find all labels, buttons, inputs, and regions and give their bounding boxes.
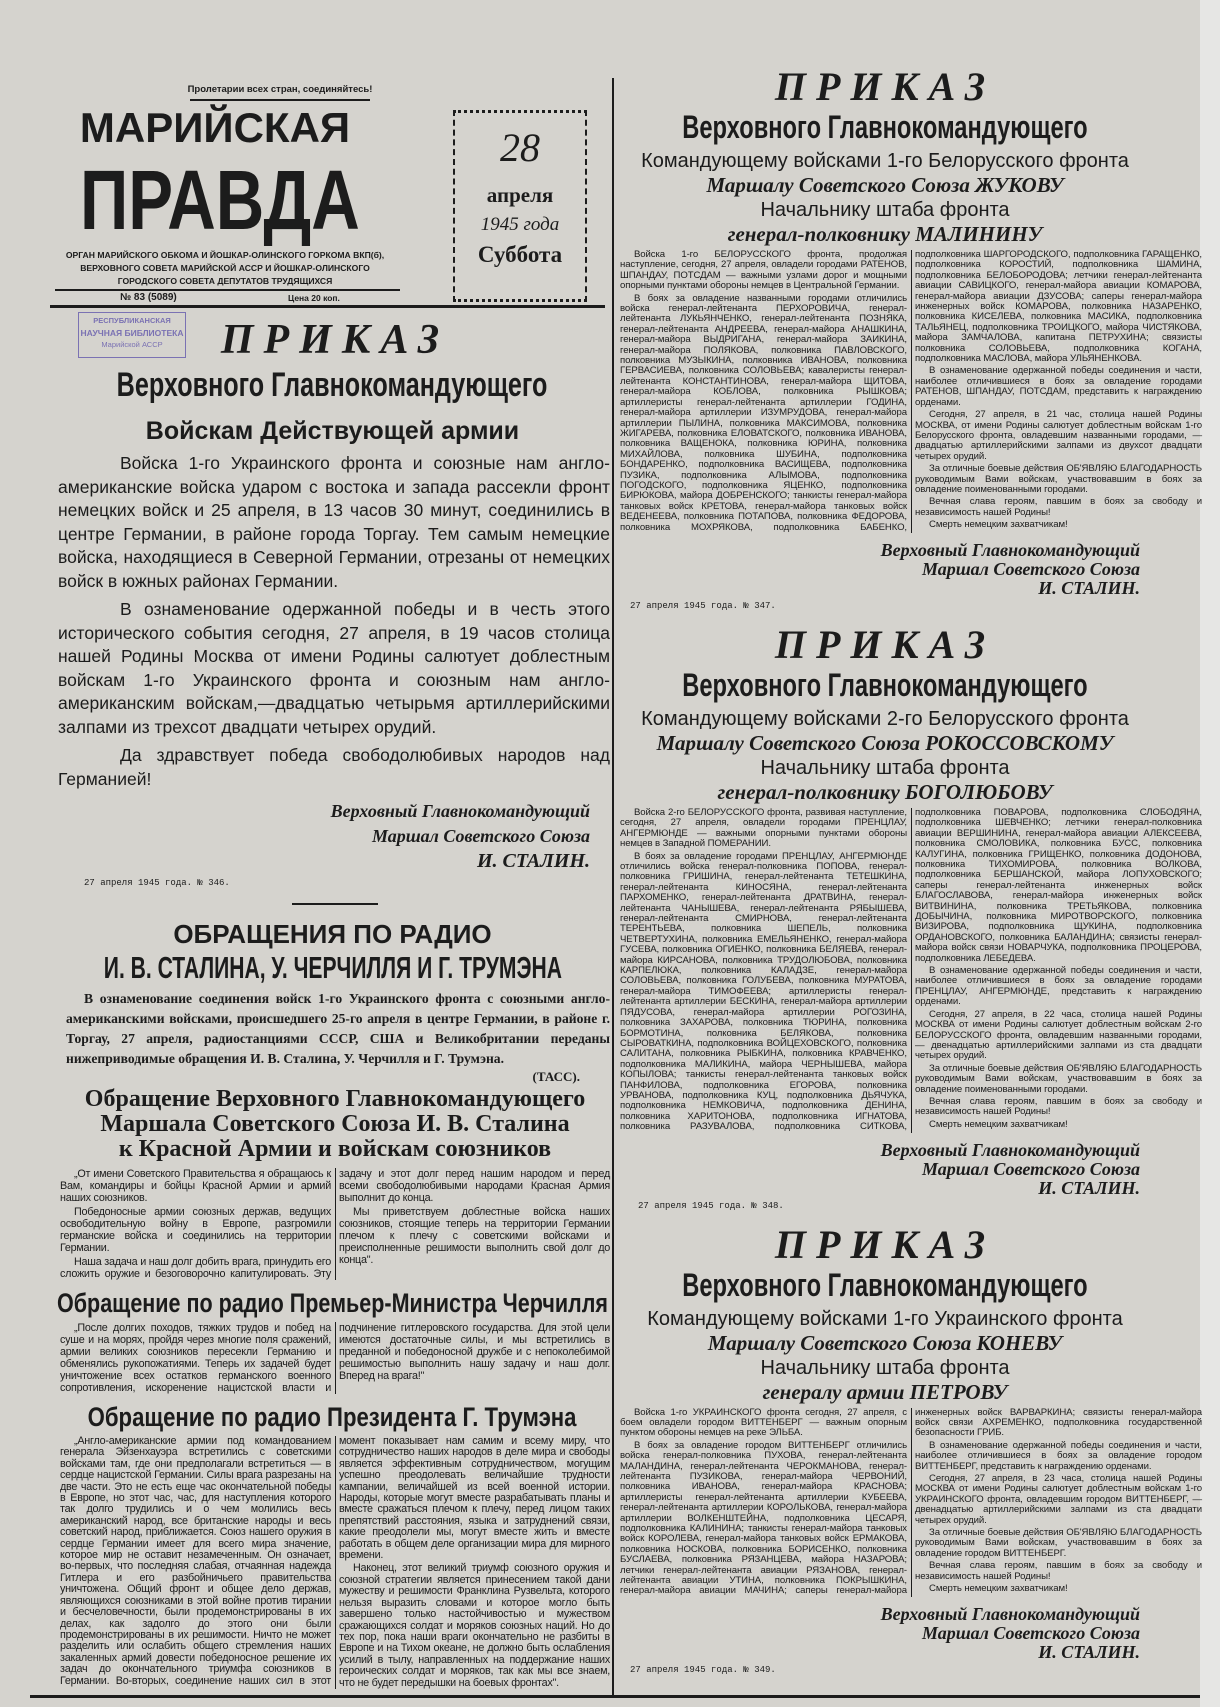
order-to-line: Командующему войсками 2-го Белорусского фронта <box>641 707 1129 730</box>
paragraph: В ознаменование одержанной победы соединения и части, наиболее отличившиеся в боях за овладение городом ВИТТЕНБЕРГ, представить к награждению орденами. <box>915 1439 1202 1472</box>
order-to-line: Командующему войсками 1-го Украинского фронта <box>647 1307 1123 1330</box>
date-month: апреля <box>486 183 554 207</box>
order-date: 27 апреля 1945 года. № 347. <box>630 600 776 611</box>
paragraph: Смерть немецким захватчикам! <box>929 1118 1068 1130</box>
order-chief-line: Начальнику штаба фронта <box>760 756 1010 779</box>
order-to-name: Маршалу Советского Союза РОКОССОВСКОМУ <box>656 730 1114 755</box>
signature-line: И. СТАЛИН. <box>1038 1177 1140 1198</box>
paragraph: Мы приветствуем доблестные войска наших союзников, стоящие теперь на территории Германии плечом к плечу с советскими войсками и преисполненные решимости выполнить свой долг до конца". <box>339 1206 610 1266</box>
paragraph: Сегодня, 27 апреля, в 21 час, столица нашей Родины МОСКВА, от имени Родины салютует доблестным войскам 1-го Белорусского фронта, овладевшим названными городами, — двадцатью артиллерийскими залпами из двухсот двадцати четырех орудий. <box>915 409 1202 462</box>
order-chief-name: генералу армии ПЕТРОВУ <box>762 1379 1008 1404</box>
paragraph: „От имени Советского Правительства я обращаюсь к Вам, командиры и бойцы Красной Армии и армий наших союзников. <box>60 1168 331 1204</box>
order-heading: ПРИКАЗ <box>774 1221 996 1267</box>
order-heading: ПРИКАЗ <box>774 621 996 667</box>
paragraph: Сегодня, 27 апреля, в 22 часа, столица нашей Родины МОСКВА от имени Родины салютует доблестным войскам 2-го БЕЛОРУССКОГО фронта, овладевшим названными городами, — двенадцатью артиллерийскими залпами из ста двадцати четырех орудий. <box>915 1008 1202 1062</box>
signature-line: И. СТАЛИН. <box>1038 1641 1140 1662</box>
right-column <box>620 66 1202 1688</box>
subheading-text: Верховного Главнокомандующего <box>117 366 548 404</box>
paragraph: В боях за овладение названными городами отличились войска генерал-лейтенанта ПЕРХОРОВИЧА, генерал-лейтенанта ЛУКЬЯНЧЕНКО, генерал-лейтенанта ПОЗНЯКА, генерал-лейтенанта АНДРЕЕВА, генерал-майора АНАШКИНА, генерал-майора ВЫДРИГАНА, генерал-майора ЗАИКИНА, генерал-майора ПОЛЯКОВА, полковника ПАВЛОВСКОГО, полковника МУЗЫКИНА, полковника ИВАНОВА, полковника ГЕРВАСИЕВА, полковника СОЛОВЬЕВА; кавалеристы генерал-лейтенанта КОНСТАНТИНОВА, генерал-майора ЩИТОВА, генерал-майора КОБЛОВА, полковника РЫШКОВА; артиллеристы генерал-лейтенанта артиллерии ГОДИНА, генерал-майора артиллерии ИЗУМРУДОВА, генерал-майора артиллерии ПЫЛИНА, полковника МАКСИМОВА, полковника ЖИГАРЕВА, полковника ЕЛОВАТСКОГО, полковника ИВАНОВА, полковника ВАЩЕНОКА, полковника ЮРИНА, полковника МИХАЙЛОВА, полковника ШУБИНА, подполковника БОНДАРЕНКО, подполковника ВАСИЩЕВА, подполковника ПУЗИКА, подполковника АЛЫМОВА, подполковника ПОГОДСКОГО, подполковника ЯЦЕНКО, подполковника БИРЮКОВА, майора ДОБРЕНСКОГО; танкисты генерал-майора танковых войск КРЕТОВА, генерал-майора танковых войск ВЕДЕНЕЕВА, полковника ПОТАПОВА, полковника ФЕДОРОВА, полковника МОХРЯКОВА, подполковника БАБЕНКО, подполковника ШАРГОРОДСКОГО, подполковника ГАРАЩЕНКО, подполковника КОРОСТИЙ, подполковника ШАМИНА, подполковника БЕЛОБОРОДОВА; летчики генерал-лейтенанта авиации САВИЦКОГО, генерал-майора авиации КОМАРОВА, генерал-майора авиации ДЗУСОВА; саперы генерал-майора инженерных войск КОМАРОВА, полковника НАЗАРЕНКО, полковника КИСЕЛЕВА, полковника МАСИКА, подполковника ТАЛЬЯНЕЦ, подполковника ТРОИЦКОГО, майора ЧИСТЯКОВА, майора ЗАМЧАЛОВА, капитана ПЕТРУХИНА; связисты полковника СОЛОВЬЕВА, подполковника КОГАНА, подполковника МАСЛОВА, майора УЛЬЯНЕНКОВА. <box>620 249 1202 533</box>
order-chief-name: генерал-полковнику БОГОЛЮБОВУ <box>717 779 1053 804</box>
truman-title <box>55 1402 610 1432</box>
paragraph: Вечная слава героям, павшим в боях за свободу и независимость нашей Родины! <box>915 1095 1202 1118</box>
title-line: к Красной Армии и войскам союзников <box>118 1136 552 1162</box>
organ-line: ОРГАН МАРИЙСКОГО ОБКОМА И ЙОШКАР-ОЛИНСКОГО ГОРКОМА ВКП(б), <box>65 250 385 260</box>
paragraph: Победоносные армии союзных держав, ведущих освободительную войну в Европе, разгромили германские войска и соединились на территории Германии. <box>60 1206 331 1254</box>
paragraph: В боях за овладение городами ПРЕНЦЛАУ, АНГЕРМЮНДЕ отличились войска генерал-полковника ПОПОВА, генерал-полковника ГРИШИНА, генерал-лейтенанта ТЕТЕШКИНА, генерал-лейтенанта КИНОСЯНА, генерал-лейтенанта ПАРХОМЕНКО, генерал-лейтенанта ДРАТВИНА, генерал-лейтенанта ЧАНЫШЕВА, генерал-лейтенанта РЯБЫШЕВА, генерал-лейтенанта СМИРНОВА, генерал-лейтенанта ТЕРЕНТЬЕВА, полковника ШЕПЕЛЬ, полковника ЧЕТВЕРТУХИНА, полковника ЕМЕЛЬЯНЕНКО, генерал-майора ГУСЕВА, полковника ОГИЕНКО, полковника БЕЛЯЕВА, генерал-майора КИРСАНОВА, полковника ТРУДОЛЮБОВА, полковника КАРПЕЛЮКА, полковника КАЛАДЗЕ, генерал-майора СОЛОВЬЕВА, полковника ГОЛУБЕВА, полковника МУРАТОВА, генерал-майора ТИМОФЕЕВА; артиллеристы генерал-лейтенанта артиллерии БЕСКИНА, генерал-майора артиллерии ПЯДУСОВА, генерал-майора артиллерии РОГОЗИНА, полковника ЗАХАРОВА, полковника ТЮРИНА, полковника БОРМОТИНА, полковника БЕЛЯКОВА, полковника СЫРОВАТКИНА, подполковника ВОЙЦЕХОВСКОГО, полковника САЛИТАНА, полковника РЫБКИНА, полковника КРАВЧЕНКО, подполковника МАЛИКИНА, майора ЧЕРНЫШЕВА, майора КОПЫЛОВА; танкисты генерал-лейтенанта танковых войск ПАНФИЛОВА, подполковника ЕГОРОВА, полковника УРВАНОВА, подполковника КУЦ, подполковника ДЬЯЧУКА, подполковника НЕМКОВИЧА, подполковника ДЕНИНА, полковника ХАРИТОНОВА, подполковника ИГНАТОВА, полковника РАЗУВАЛОВА, подполковника СИТКОВА, подполковника ПОВАРОВА, подполковника СЛОБОДЯНА, подполковника ШЕВЧЕНКО; летчики генерал-полковника авиации ВЕРШИНИНА, генерал-майора авиации АЛЕКСЕЕВА, полковника СМОЛОВИКА, полковника БУСС, полковника КАЛУГИНА, полковника ГРИЩЕНКО, полковника ДОДОНОВА, полковника ТИХОМИРОВА, полковника ВОЛКОВА, подполковника БЕРШАНСКОЙ, майора ЛОПУХОВСКОГО; саперы генерал-лейтенанта инженерных войск БЛАГОСЛАВОВА, генерал-майора инженерных войск ВИТВИНИНА, полковника ТРЕТЬЯКОВА, полковника ДОБЫЧИНА, полковника МИРОТВОРСКОГО, полковника ВИЗИРОВА, подполковника ЩУКИНА, подполковника ОРДАНОВСКОГО, полковника БАЛАНДИНА; связисты генерал-майора войск связи НОВАРЧУКА, подполковника ПРОЦЕРОВА, подполковника ЛЕБЕДЕВА. <box>620 806 1202 1133</box>
price: Цена 20 коп. <box>288 293 340 303</box>
masthead-title-line1 <box>60 104 370 152</box>
signature-line: Верховный Главнокомандующий <box>880 539 1140 560</box>
order-block <box>620 621 1202 1212</box>
radio-title-line2 <box>55 951 610 985</box>
order-to-line: Командующему войсками 1-го Белорусского фронта <box>641 150 1129 172</box>
subheading-text: Верховного Главнокомандующего <box>682 1266 1088 1303</box>
paragraph: За отличные боевые действия ОБ'ЯВЛЯЮ БЛАГОДАРНОСТЬ руководимым Вами войскам, участвовавшим в боях за овладение поименованными городами. <box>915 1062 1202 1095</box>
left-column <box>55 318 610 1689</box>
main-order-date: 27 апреля 1945 года. № 346. <box>84 878 230 888</box>
title-line: Обращение Верховного Главнокомандующего <box>84 1086 586 1112</box>
date-day: 28 <box>500 125 540 170</box>
masthead-rule <box>55 289 400 291</box>
main-order-signature <box>55 799 610 874</box>
section-rule <box>292 903 378 905</box>
paragraph: „Англо-американские армии под командованием генерала Эйзенхауэра встретились с советскими войсками там, где они предполагали встретиться — в сердце нацистской Германии. Силы врага разрезаны на две части. Это не есть еще час окончательной победы в Европе, но этот час, час, для наступления которого так долго трудились и о чем молились весь американский народ, все британские народы и весь советский народ, приближается. Союз нашего оружия в сердце Германии имеет для всего мира значение, которое мир не оставит незамеченным. Он означает, во-первых, что последняя слабая, отчаянная надежда Гитлера и его разбойничьего правительства уничтожена. Общий фронт и общее дело держав, являющихся союзниками в этой войне против тирании и бесчеловечности, были продемонстрированы в их делах, как задолго до этого они были продемонстрированы в их решимости. Ничто не может разделить или ослабить общего стремления наших закаленных армий довести победоносное решение их задач до окончательного триумфа союзников в Германии. Во-вторых, соединение наших сил в этот момент показывает нам самим и всему миру, что сотрудничество наших народов в деле мира и свободы является эффективным сотрудничеством, могущим успешно преодолевать величайшие трудности кампании, величайшей из всей военной истории. Народы, которые могут вместе разрабатывать планы и вместе сражаться плечом к плечу, перед лицом таких препятствий расстояния, языка и затруднений связи, какие преодолели мы, могут вместе жить и вместе работать в общем деле организации мира для мирного времени. <box>60 1435 610 1687</box>
issue-number: № 83 (5089) <box>120 292 177 303</box>
order-body <box>620 1408 1202 1597</box>
radio-title-text: И. В. СТАЛИНА, У. ЧЕРЧИЛЛЯ И Г. ТРУМЭНА <box>103 950 562 985</box>
signature-line: Верховный Главнокомандующий <box>880 1603 1140 1624</box>
order-signature <box>620 1141 1202 1198</box>
column-divider <box>612 78 614 1695</box>
paragraph: Войска 1-го Украинского фронта и союзные нам англо-американские войска ударом с востока и запада рассекли фронт немецких войск и 25 апреля, в 13 часов 30 минут, соединились в центре Германии, в районе города Торгау. Тем самым немецкие войска, находящиеся в Северной Германии, отрезаны от немецких войск в южных районах Германии. <box>58 453 610 591</box>
order-subheading <box>620 668 1150 702</box>
paragraph: Вечная слава героям, павшим в боях за свободу и независимость нашей Родины! <box>915 496 1202 518</box>
signature-line: И. СТАЛИН. <box>1038 577 1140 598</box>
paragraph: В боях за овладение городом ВИТТЕНБЕРГ отличились войска генерал-полковника ПУХОВА, генерал-лейтенанта МАЛАНДИНА, генерал-лейтенанта ЧЕРОКМАНОВА, генерал-лейтенанта ПУЗИКОВА, генерал-майора ЧЕРВОНИЙ, полковника ИВАНОВА, генерал-майора КРАСНОВА; артиллеристы генерал-лейтенанта артиллерии КУБЕЕВА, генерал-лейтенанта артиллерии КОРОЛЬКОВА, генерал-майора артиллерии ВОЛКЕНШТЕЙНА, подполковника ЦЕСАРЯ, подполковника КАЛИНИНА; танкисты генерал-майора танковых войск КОРОЛЕВА, генерал-майора танковых войск ЕРМАКОВА, полковника НОСКОВА, полковника БОРИСЕНКО, полковника БУСЛАЕВА, полковника РЯЗАНЦЕВА, майора НАЗАРОВА; летчики генерал-лейтенанта авиации РЯЗАНОВА, генерал-лейтенанта авиации УТИНА, полковника ПОКРЫШКИНА, генерал-майора авиации МАЧИНА; саперы генерал-майора инженерных войск ВАРВАРКИНА; связисты генерал-майора войск связи АХРЕМЕНКО, подполковника государственной безопасности ГРИБ. <box>620 1406 1202 1597</box>
organ-lines <box>45 249 405 288</box>
paragraph: Войска 2-го БЕЛОРУССКОГО фронта, развивая наступление, сегодня, 27 апреля, овладели городами ПРЕНЦЛАУ, АНГЕРМЮНДЕ — важными опорными пунктами обороны немцев в Западной ПОМЕРАНИИ. <box>620 806 907 850</box>
order-signature <box>620 541 1202 598</box>
subheading-text: Верховного Главнокомандующего <box>682 666 1088 703</box>
order-signature <box>620 1605 1202 1662</box>
order-to-name: Маршалу Советского Союза ЖУКОВУ <box>706 173 1064 197</box>
paragraph: Смерть немецким захватчикам! <box>929 519 1068 531</box>
main-order-subheading <box>55 366 610 404</box>
title-marijskaya: МАРИЙСКАЯ <box>79 104 351 151</box>
order-block <box>620 66 1202 612</box>
order-heading: ПРИКАЗ <box>774 64 996 109</box>
stalin-appeal-text <box>60 1168 610 1280</box>
stamp-line: Марийской АССР <box>101 340 163 349</box>
bottom-rule <box>30 1695 1200 1698</box>
organ-line: ВЕРХОВНОГО СОВЕТА МАРИЙСКОЙ АССР И ЙОШКАР-ОЛИНСКОГО <box>80 263 370 273</box>
main-order-heading-wrap <box>55 318 480 362</box>
paragraph: „После долгих походов, тяжких трудов и побед на суше и на морях, пройдя через многие поля сражений, армии великих союзников пересекли Германию и обменялись рукопожатиями. Теперь их задачей будет уничтожение всех остатков германского военного сопротивления, искоренение нацистской власти и подчинение гитлеровского государства. Для этой цели имеются достаточные силы, и мы встретились в преданной и победоносной дружбе и с непоколебимой решимостью выполнить нашу задачу и наш долг. Вперед на врага!" <box>60 1322 610 1394</box>
stamp-line: НАУЧНАЯ БИБЛИОТЕКА <box>80 328 184 338</box>
order-chief-name: генерал-полковнику МАЛИНИНУ <box>727 222 1043 246</box>
truman-title-text: Обращение по радио Президента Г. Трумэна <box>88 1402 577 1432</box>
signature-line: Верховный Главнокомандующий <box>880 1139 1140 1160</box>
paragraph: В ознаменование одержанной победы соединения и части, наиболее отличившиеся в боях за овладение городами ПРЕНЦЛАУ, АНГЕРМЮНДЕ, представить к награждению орденами. <box>915 965 1202 1008</box>
signature-line: Маршал Советского Союза <box>921 1158 1140 1179</box>
title-pravda: ПРАВДА <box>80 153 360 247</box>
stamp-line: РЕСПУБЛИКАНСКАЯ <box>93 316 171 325</box>
signature-line: Верховный Главнокомандующий <box>330 801 590 821</box>
radio-source: (ТАСС). <box>532 1069 580 1084</box>
signature-line: Маршал Советского Союза <box>371 826 590 846</box>
paragraph: За отличные боевые действия ОБ'ЯВЛЯЮ БЛАГОДАРНОСТЬ руководимым Вами войскам, участвовавшим в боях за овладение городом ВИТТЕНБЕРГ. <box>915 1527 1202 1559</box>
date-year: 1945 года <box>480 214 560 235</box>
order-subheading <box>620 110 1150 144</box>
masthead-thick-rule <box>50 305 605 308</box>
churchill-text <box>60 1322 610 1394</box>
date-box <box>453 110 587 302</box>
truman-text <box>60 1436 610 1689</box>
slogan: Пролетарии всех стран, соединяйтесь! <box>187 84 373 95</box>
order-subheading <box>620 1268 1150 1302</box>
radio-intro: В ознаменование соединения войск 1-го Украинского фронта с союзными англо-американскими войсками, происшедшего 25-го апреля в центре Германии, в районе г. Торгау, 27 апреля, радиостанциями СССР, США и Великобритании переданы нижеприводимые обращения И. В. Сталина, У. Черчилля и Г. Трумэна. <box>66 991 610 1066</box>
masthead-title-line2 <box>40 152 400 249</box>
order-date: 27 апреля 1945 года. № 349. <box>630 1664 776 1675</box>
main-order-body <box>55 452 610 791</box>
order-body <box>620 808 1202 1133</box>
paragraph: Сегодня, 27 апреля, в 23 часа, столица нашей Родины МОСКВА от имени Родины салютует доблестным войскам 1-го УКРАИНСКОГО фронта, овладевшим городом ВИТТЕНБЕРГ, — двенадцатью артиллерийскими залпами из ста двадцати четырех орудий. <box>915 1473 1202 1526</box>
slogan-rule <box>190 99 370 101</box>
paragraph: Да здравствует победа свободолюбивых народов над Германией! <box>58 745 610 789</box>
paragraph: Вечная слава героям, павшим в боях за свободу и независимость нашей Родины! <box>915 1560 1202 1582</box>
order-date: 27 апреля 1945 года. № 348. <box>638 1200 784 1211</box>
order-chief-line: Начальнику штаба фронта <box>760 199 1010 221</box>
order-to-name: Маршалу Советского Союза КОНЕВУ <box>707 1330 1063 1355</box>
paragraph: В ознаменование одержанной победы соединения и части, наиболее отличившиеся в боях за овладение городами РАТЕНОВ, ШПАНДАУ, ПОТСДАМ, представить к награждению орденами. <box>915 365 1202 408</box>
paragraph: В ознаменование одержанной победы и в честь этого исторического события сегодня, 27 апреля, в 19 часов столица нашей Родины Москва от имени Родины салютует доблестным войскам 1-го Украинского фронта и союзным нам англо-американским войскам,—двадцатью четырьмя артиллерийскими залпами из трехсот двадцати четырех орудий. <box>58 599 610 737</box>
paragraph: Наконец, этот великий триумф союзного оружия и союзной стратегии является принесением такой дани мужеству и решимости Франклина Рузвельта, которого нельзя выразить словами и которое могло быть завершено только настойчивостью и мужеством сражающихся солдат и моряков союзных наций. Но до тех пор, пока наши враги окончательно не разбиты в Европе и на Тихом океане, не должно быть ослабления усилий в тылу, направленных на поддержание наших героических солдат и моряков, так как мы все знаем, что не будет передышки на боевых фронтах". <box>339 1562 610 1689</box>
signature-line: И. СТАЛИН. <box>476 850 590 872</box>
date-weekday: Суббота <box>477 242 563 267</box>
main-order-heading: ПРИКАЗ <box>220 317 450 363</box>
stalin-appeal-title <box>55 1087 610 1162</box>
signature-line: Маршал Советского Союза <box>921 558 1140 579</box>
paragraph: Смерть немецким захватчикам! <box>929 1583 1068 1595</box>
paragraph: Войска 1-го УКРАИНСКОГО фронта сегодня, 27 апреля, с боем овладели городом ВИТТЕНБЕРГ — важным опорным пунктом обороны немцев на реке ЭЛЬБА. <box>620 1406 907 1439</box>
paragraph: Войска 1-го БЕЛОРУССКОГО фронта, продолжая наступление, сегодня, 27 апреля, овладели городами РАТЕНОВ, ШПАНДАУ, ПОТСДАМ — важными узлами дорог и мощными опорными пунктами обороны немцев в Центральной Германии. <box>620 249 907 292</box>
paragraph: Наша задача и наш долг добить врага, принудить его сложить оружие и безоговорочно капитулировать. Эту задачу и этот долг перед нашим народом и перед всеми свободолюбивыми народами Красная Армия выполнит до конца. <box>60 1168 610 1280</box>
organ-line: ГОРОДСКОГО СОВЕТА ДЕПУТАТОВ ТРУДЯЩИХСЯ <box>117 276 333 286</box>
order-block <box>620 1221 1202 1676</box>
paragraph: За отличные боевые действия ОБ'ЯВЛЯЮ БЛАГОДАРНОСТЬ руководимым Вами войскам, участвовавшим в боях за овладение поименованными городами. <box>915 463 1202 495</box>
order-chief-line: Начальнику штаба фронта <box>760 1356 1010 1379</box>
churchill-title-text: Обращение по радио Премьер-Министра Черчилля <box>57 1288 608 1318</box>
signature-line: Маршал Советского Союза <box>921 1622 1140 1643</box>
radio-title-line1: ОБРАЩЕНИЯ ПО РАДИО <box>173 919 492 949</box>
order-body <box>620 250 1202 533</box>
churchill-title <box>55 1288 610 1318</box>
subheading-text: Верховного Главнокомандующего <box>682 109 1088 145</box>
main-order-addressee: Войскам Действующей армии <box>145 417 520 445</box>
title-line: Маршала Советского Союза И. В. Сталина <box>100 1111 570 1137</box>
